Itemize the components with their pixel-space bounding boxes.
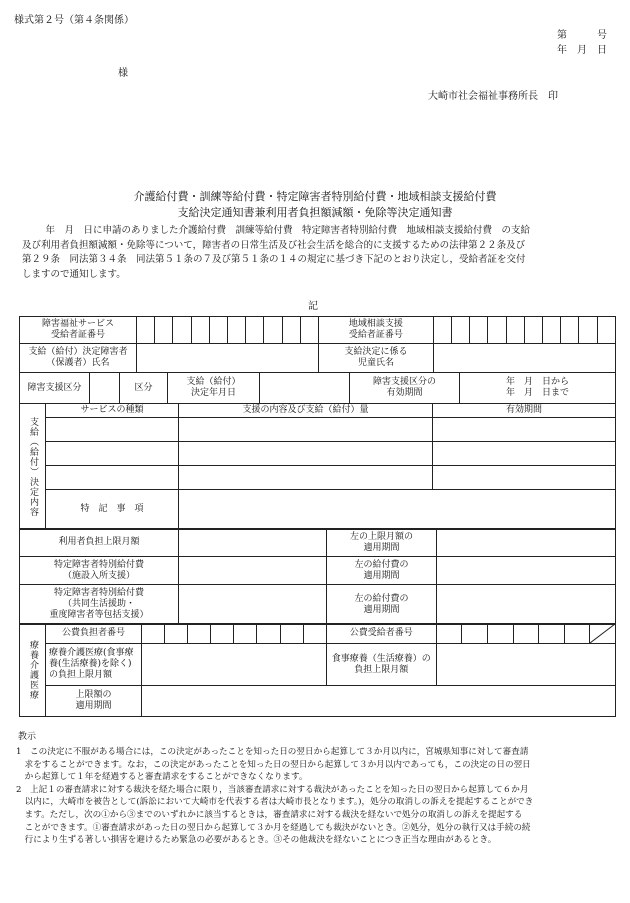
meal-cost-value[interactable]: [436, 644, 615, 686]
support-content-cell[interactable]: [179, 418, 433, 442]
number-cell[interactable]: [436, 624, 462, 644]
number-cell[interactable]: [513, 624, 539, 644]
burden-table: [19, 528, 616, 625]
limit-period-label: 上限額の 適用期間: [46, 686, 142, 717]
addressee: 様: [118, 68, 128, 79]
service-type-cell[interactable]: [46, 466, 179, 490]
number-cell[interactable]: [564, 624, 590, 644]
support-content-cell[interactable]: [179, 442, 433, 466]
number-cell[interactable]: [452, 317, 470, 344]
special-benefit-2-value[interactable]: [179, 585, 327, 625]
support-content-cell[interactable]: [179, 466, 433, 490]
document-number: 第 号: [557, 30, 607, 41]
medical-care-table: [19, 623, 616, 717]
number-cell[interactable]: [246, 317, 264, 344]
valid-period-header: 有効期間: [433, 404, 616, 418]
decision-content-label: 支給（給付）決定内容: [20, 404, 46, 530]
number-cell[interactable]: [282, 317, 300, 344]
consult-recipient-label: 地域相談支援 受給者証番号: [318, 317, 433, 344]
intro-line: しますので通知します。: [22, 268, 126, 280]
benefit-1-period-label: 左の給付費の 適用期間: [327, 557, 437, 585]
note-line: 以内に，大崎市を被告として(訴訟において大崎市を代表する者は大崎市長となります。)，処分の取消しの訴えを提起することができ: [16, 797, 534, 808]
special-notes-field[interactable]: [179, 490, 616, 530]
support-class-label: 障害支援区分: [20, 373, 90, 404]
class-unit: 区分: [120, 373, 168, 404]
special-benefit-2-label: 特定障害者特別給付費 （共同生活援助・ 重度障害者等包括支援）: [20, 585, 179, 625]
payer-number-label: 公費負担者番号: [46, 624, 142, 644]
number-cell[interactable]: [487, 624, 513, 644]
number-cell[interactable]: [165, 624, 188, 644]
valid-period-cell[interactable]: [433, 442, 616, 466]
benefit-2-period-label: 左の給付費の 適用期間: [327, 585, 437, 625]
number-cell[interactable]: [488, 317, 506, 344]
form-number: 様式第２号（第４条関係）: [14, 15, 134, 26]
special-notes-label: 特 記 事 項: [46, 490, 179, 530]
number-cell[interactable]: [211, 624, 234, 644]
service-type-header: サービスの種類: [46, 404, 179, 418]
number-cell[interactable]: [209, 317, 227, 344]
burden-period-value[interactable]: [437, 529, 616, 557]
number-cell[interactable]: [303, 624, 326, 644]
notes-body: [16, 746, 621, 847]
medical-cost-value[interactable]: [142, 644, 327, 686]
decided-person-name-field[interactable]: [137, 344, 319, 373]
number-cell[interactable]: [264, 317, 282, 344]
service-recipient-label: 障害福祉サービス 受給者証番号: [20, 317, 137, 344]
number-cell[interactable]: [539, 624, 565, 644]
support-class-value[interactable]: [90, 373, 120, 404]
child-name-field[interactable]: [434, 344, 616, 373]
number-cell[interactable]: [188, 624, 211, 644]
number-cell[interactable]: [234, 624, 257, 644]
number-cell[interactable]: [173, 317, 191, 344]
recipient-number-label: 公費受給者番号: [326, 624, 436, 644]
intro-paragraph: [22, 224, 622, 282]
special-benefit-1-label: 特定障害者特別給付費 （施設入所支援）: [20, 557, 179, 585]
note-line: 求をすることができます。なお，この決定があったことを知った日の翌日から起算して３か月以内であっても，この決定の日の翌日: [16, 759, 531, 770]
number-cell[interactable]: [142, 624, 165, 644]
decision-content-table: [19, 403, 616, 530]
class-period-label: 障害支援区分の 有効期間: [350, 373, 460, 404]
class-period-value[interactable]: 年 月 日から 年 月 日まで: [460, 373, 616, 404]
valid-period-cell[interactable]: [433, 418, 616, 442]
title-line-1: 介護給付費・訓練等給付費・特定障害者特別給付費・地域相談支援給付費: [133, 190, 497, 203]
note-line: ことができます。①審査請求があった日の翌日から起算して３か月を経過しても裁決がないとき。②処分，処分の執行又は手続の続: [16, 822, 531, 833]
benefit-2-period-value[interactable]: [437, 585, 616, 625]
name-row: [19, 343, 616, 373]
burden-limit-label: 利用者負担上限月額: [20, 529, 179, 557]
note-line: 1 この決定に不服がある場合には，この決定があったことを知った日の翌日から起算して３か月以内に，宮城県知事に対して審査請: [16, 747, 529, 757]
meal-cost-label: 食事療養（生活療養）の 負担上限月額: [326, 644, 436, 686]
special-benefit-1-value[interactable]: [179, 557, 327, 585]
intro-line: 第２９条 同法第３４条 同法第５１条の７及び第５１条の１４の規定に基づき下記のとおり決定し，受給者証を交付: [22, 254, 526, 266]
number-cell[interactable]: [543, 317, 561, 344]
number-cell[interactable]: [137, 317, 155, 344]
burden-period-label: 左の上限月額の 適用期間: [327, 529, 437, 557]
number-cell[interactable]: [470, 317, 488, 344]
support-class-row: [19, 372, 616, 404]
child-name-label: 支給決定に係る 児童氏名: [319, 344, 434, 373]
number-cell[interactable]: [524, 317, 542, 344]
number-cell[interactable]: [280, 624, 303, 644]
number-cell[interactable]: [155, 317, 173, 344]
note-line: 行により生ずる著しい損害を避けるため緊急の必要があるとき。③その他裁決を経ないことにつき正当な理由があるとき。: [16, 835, 497, 846]
valid-period-cell[interactable]: [433, 466, 616, 490]
limit-period-value[interactable]: [142, 686, 616, 717]
intro-line: 及び利用者負担額減額・免除等について，障害者の日常生活及び社会生活を総合的に支援するための法律第２２条及び: [22, 239, 526, 251]
recipient-number-row: [19, 316, 616, 344]
number-cell[interactable]: [579, 317, 597, 344]
title-line-2: 支給決定通知書兼利用者負担額減額・免除等決定通知書: [177, 206, 453, 219]
number-cell[interactable]: [561, 317, 579, 344]
issue-date: 年 月 日: [557, 45, 607, 56]
note-line: ます。ただし，次の①から③までのいずれかに該当するときは，審査請求に対する裁決を経ないで処分の取消しの訴えを提起する: [16, 809, 523, 820]
ki-heading: 記: [308, 301, 318, 312]
burden-limit-value[interactable]: [179, 529, 327, 557]
decided-person-name-label: 支給（給付）決定障害者 （保護者）氏名: [20, 344, 137, 373]
medical-care-label: 療養介護医療: [20, 624, 46, 717]
medical-cost-label: 療養介護医療(食事療 養(生活療養)を除く) の負担上限月額: [46, 644, 142, 686]
intro-line: 年 月 日に申請のありました介護給付費 訓練等給付費 特定障害者特別給付費 地域相談支援給付費 の支給: [36, 225, 531, 236]
note-line: から起算して１年を経過すると審査請求をすることができなくなります。: [16, 772, 308, 783]
service-type-cell[interactable]: [46, 442, 179, 466]
support-content-header: 支援の内容及び支給（給付）量: [179, 404, 433, 418]
service-type-cell[interactable]: [46, 418, 179, 442]
decision-date-label: 支給（給付） 決定年月日: [168, 373, 260, 404]
number-cell[interactable]: [433, 317, 451, 344]
number-cell[interactable]: [257, 624, 280, 644]
benefit-1-period-value[interactable]: [437, 557, 616, 585]
number-cell[interactable]: [506, 317, 524, 344]
number-cell[interactable]: [300, 317, 318, 344]
number-cell[interactable]: [597, 317, 615, 344]
number-cell[interactable]: [191, 317, 209, 344]
number-cell[interactable]: [227, 317, 245, 344]
number-cell[interactable]: [462, 624, 488, 644]
number-cell-crossed: [590, 624, 616, 644]
notes-heading: 教示: [18, 732, 37, 742]
decision-date-value[interactable]: [260, 373, 350, 404]
note-line: 2 上記１の審査請求に対する裁決を経た場合に限り，当該審査請求に対する裁決があったことを知った日の翌日から起算して６か月: [16, 784, 529, 795]
issuer: 大崎市社会福祉事務所長 印: [428, 91, 558, 102]
diagonal-line-icon: [590, 624, 615, 643]
